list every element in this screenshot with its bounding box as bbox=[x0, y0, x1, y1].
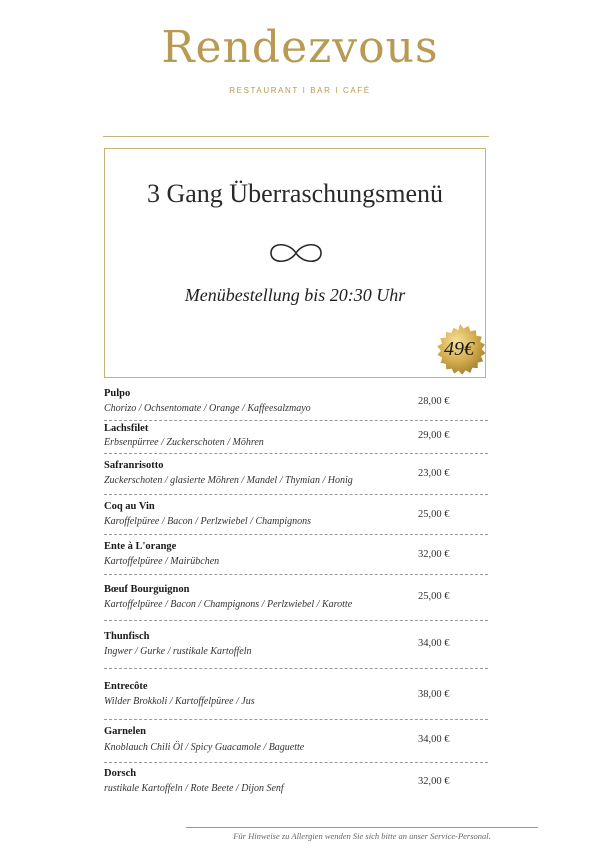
list-item bbox=[104, 669, 488, 720]
item-name: Thunfisch bbox=[104, 631, 150, 642]
item-description: rustikale Kartoffeln / Rote Beete / Dijon Senf bbox=[104, 783, 284, 794]
list-item bbox=[104, 535, 488, 575]
item-price: 34,00 € bbox=[418, 638, 450, 649]
item-description: Chorizo / Ochsentomate / Orange / Kaffeesalzmayo bbox=[104, 403, 311, 414]
item-name: Garnelen bbox=[104, 726, 146, 737]
item-price: 28,00 € bbox=[418, 396, 450, 407]
item-name: Ente à L'orange bbox=[104, 541, 177, 552]
price-badge bbox=[430, 321, 488, 379]
item-description: Kartoffelpüree / Bacon / Champignons / Perlzwiebel / Karotte bbox=[104, 599, 353, 610]
item-name: Lachsfilet bbox=[104, 423, 149, 434]
promo-box bbox=[104, 148, 486, 378]
item-price: 25,00 € bbox=[418, 509, 450, 520]
price-badge-value: 49€ bbox=[444, 338, 474, 360]
footer-divider bbox=[186, 827, 538, 828]
promo-subtitle: Menübestellung bis 20:30 Uhr bbox=[184, 285, 406, 305]
item-description: Karoffelpüree / Bacon / Perlzwiebel / Champignons bbox=[104, 516, 312, 527]
item-name: Pulpo bbox=[104, 388, 131, 399]
item-price: 25,00 € bbox=[418, 591, 450, 602]
list-item bbox=[104, 386, 488, 421]
item-description: Ingwer / Gurke / rustikale Kartoffeln bbox=[104, 646, 252, 657]
infinity-icon bbox=[265, 239, 327, 267]
list-item bbox=[104, 495, 488, 535]
item-price: 32,00 € bbox=[418, 549, 450, 560]
item-name: Bœuf Bourguignon bbox=[104, 584, 190, 595]
list-item bbox=[104, 421, 488, 454]
item-name: Entrecôte bbox=[104, 681, 148, 692]
item-price: 34,00 € bbox=[418, 734, 450, 745]
brand-tagline: RESTAURANT I BAR I CAFÉ bbox=[229, 86, 371, 95]
item-description: Kartoffelpüree / Mairübchen bbox=[104, 556, 220, 567]
item-price: 29,00 € bbox=[418, 430, 450, 441]
list-item bbox=[104, 763, 488, 801]
item-name: Coq au Vin bbox=[104, 501, 155, 512]
menu-list bbox=[104, 386, 488, 801]
list-item bbox=[104, 454, 488, 495]
allergy-note: Für Hinweise zu Allergien wenden Sie sich bitte an unser Service-Personal. bbox=[233, 831, 491, 841]
header-divider bbox=[103, 136, 489, 137]
list-item bbox=[104, 720, 488, 763]
brand-logo: Rendezvous bbox=[161, 22, 439, 73]
item-description: Knoblauch Chili Öl / Spicy Guacamole / Baguette bbox=[104, 742, 305, 753]
promo-title: 3 Gang Überraschungsmenü bbox=[146, 179, 444, 208]
item-price: 23,00 € bbox=[418, 468, 450, 479]
item-description: Erbsenpürree / Zuckerschoten / Möhren bbox=[104, 437, 264, 448]
list-item bbox=[104, 575, 488, 621]
item-name: Safranrisotto bbox=[104, 460, 164, 471]
item-price: 32,00 € bbox=[418, 776, 450, 787]
item-price: 38,00 € bbox=[418, 689, 450, 700]
item-description: Wilder Brokkoli / Kartoffelpüree / Jus bbox=[104, 696, 255, 707]
item-name: Dorsch bbox=[104, 768, 137, 779]
item-description: Zuckerschoten / glasierte Möhren / Mandel / Thymian / Honig bbox=[104, 475, 353, 486]
list-item bbox=[104, 621, 488, 669]
